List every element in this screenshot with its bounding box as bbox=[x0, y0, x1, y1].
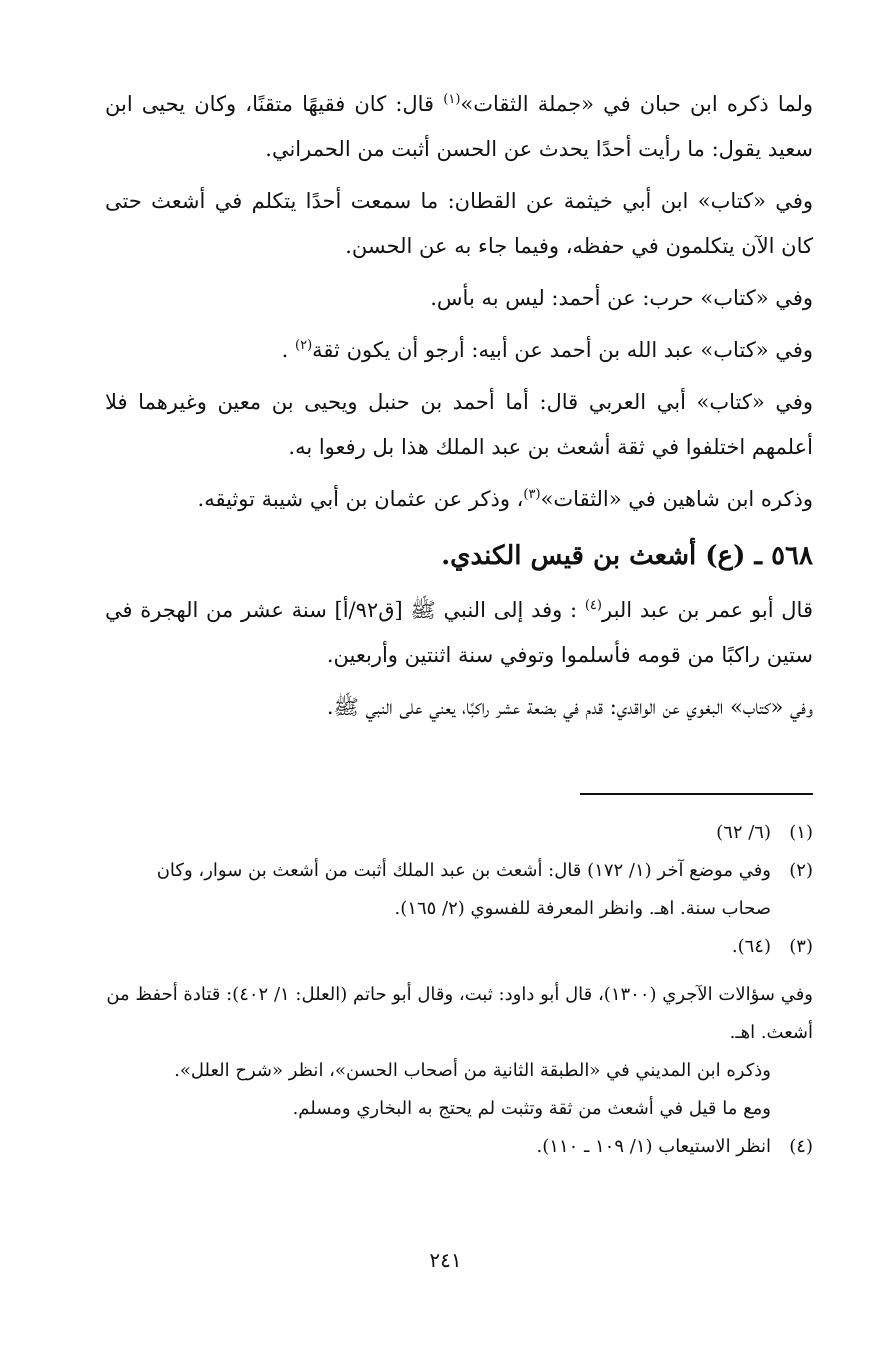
paragraph-text: وفي «كتاب» البغوي عن الواقدي: قدم في بضعة عشر راكبًا، يعني على النبي ﷺ. bbox=[326, 695, 813, 719]
paragraph-text: وفي «كتاب» عبد الله بن أحمد عن أبيه: أرجو أن يكون ثقة bbox=[312, 338, 813, 362]
footnote-text: انظر الاستيعاب (١/ ١٠٩ ـ ١١٠). bbox=[536, 1136, 771, 1157]
paragraph-text: قال: كان فقيهًا متقنًا، وكان يحيى ابن سعيد يقول: ما رأيت أحدًا يحدث عن الحسن أثبت من الحمراني. bbox=[105, 92, 813, 161]
paragraph-2 bbox=[105, 179, 813, 269]
footnote-text: (٦/ ٦٢) bbox=[716, 822, 771, 843]
footnote-ref: (١) bbox=[443, 92, 461, 107]
paragraph-4 bbox=[105, 328, 813, 373]
footnote-3-continuation bbox=[105, 1052, 813, 1090]
footnote-text: وفي سؤالات الآجري (١٣٠٠)، قال أبو داود: ثبت، وقال أبو حاتم (العلل: ١/ ٤٠٢): قتادة أحفظ من أشعث. اهـ. bbox=[106, 984, 813, 1043]
paragraph-6 bbox=[105, 477, 813, 522]
footnote-1 bbox=[105, 814, 813, 852]
paragraph-text: وفي «كتاب» حرب: عن أحمد: ليس به بأس. bbox=[430, 286, 813, 310]
paragraph-text: . bbox=[281, 338, 296, 362]
paragraph-text: ولما ذكره ابن حبان في «جملة الثقات» bbox=[460, 92, 813, 116]
paragraph-3 bbox=[105, 276, 813, 321]
entry-paragraph-2 bbox=[105, 685, 813, 730]
paragraph-1 bbox=[105, 82, 813, 172]
footnote-text: وذكره ابن المديني في «الطبقة الثانية من أصحاب الحسن»، انظر «شرح العلل». bbox=[174, 1060, 771, 1081]
footnote-text: ومع ما قيل في أشعث من ثقة وتثبت لم يحتج به البخاري ومسلم. bbox=[292, 1098, 771, 1119]
footnote-number: (٢) bbox=[789, 860, 813, 881]
footnote-3-continuation bbox=[105, 976, 813, 1052]
paragraph-text: ، وذكر عن عثمان بن أبي شيبة توثيقه. bbox=[197, 487, 524, 511]
main-text bbox=[105, 82, 813, 737]
footnote-4 bbox=[105, 1128, 813, 1166]
footnote-3-continuation bbox=[105, 1090, 813, 1128]
paragraph-text: وفي «كتاب» ابن أبي خيثمة عن القطان: ما سمعت أحدًا يتكلم في أشعث حتى كان الآن يتكلمون في حفظه، وفيما جاء به عن الحسن. bbox=[105, 189, 813, 258]
footnote-number: (٣) bbox=[789, 936, 813, 957]
footnote-ref: (٢) bbox=[295, 338, 313, 353]
footnote-separator bbox=[580, 793, 813, 795]
paragraph-text: وذكره ابن شاهين في «الثقات» bbox=[540, 487, 813, 511]
page-number: ٢٤١ bbox=[429, 1248, 462, 1272]
entry-paragraph-1 bbox=[105, 588, 813, 678]
footnote-ref: (٣) bbox=[523, 487, 541, 502]
footnote-text: وفي موضع آخر (١/ ١٧٢) قال: أشعث بن عبد الملك أثبت من أشعث بن سوار، وكان صحاب سنة. اهـ. وانظر المعرفة للفسوي (٢/ ١٦٥). bbox=[156, 860, 771, 919]
footnote-number: (٤) bbox=[789, 1136, 813, 1157]
footnote-text: (٦٤). bbox=[731, 936, 771, 957]
paragraph-text: : وفد إلى النبي ﷺ [ق٩٢/أ] سنة عشر من الهجرة في ستين راكبًا من قومه فأسلموا وتوفي سنة اثنتين وأربعين. bbox=[105, 598, 813, 667]
paragraph-text: وفي «كتاب» أبي العربي قال: أما أحمد بن حنبل ويحيى بن معين وغيرهما فلا أعلمهم اختلفوا في ثقة أشعث بن عبد الملك هذا بل رفعوا به. bbox=[105, 390, 814, 459]
footnote-ref: (٤) bbox=[584, 598, 602, 613]
paragraph-5 bbox=[105, 380, 813, 470]
paragraph-text: قال أبو عمر بن عبد البر bbox=[601, 598, 813, 622]
entry-heading: ٥٦٨ ـ (ع) أشعث بن قيس الكندي. bbox=[441, 541, 813, 571]
footnotes bbox=[105, 814, 813, 1166]
footnote-2 bbox=[105, 852, 813, 928]
footnote-3 bbox=[105, 928, 813, 966]
footnote-number: (١) bbox=[789, 822, 813, 843]
